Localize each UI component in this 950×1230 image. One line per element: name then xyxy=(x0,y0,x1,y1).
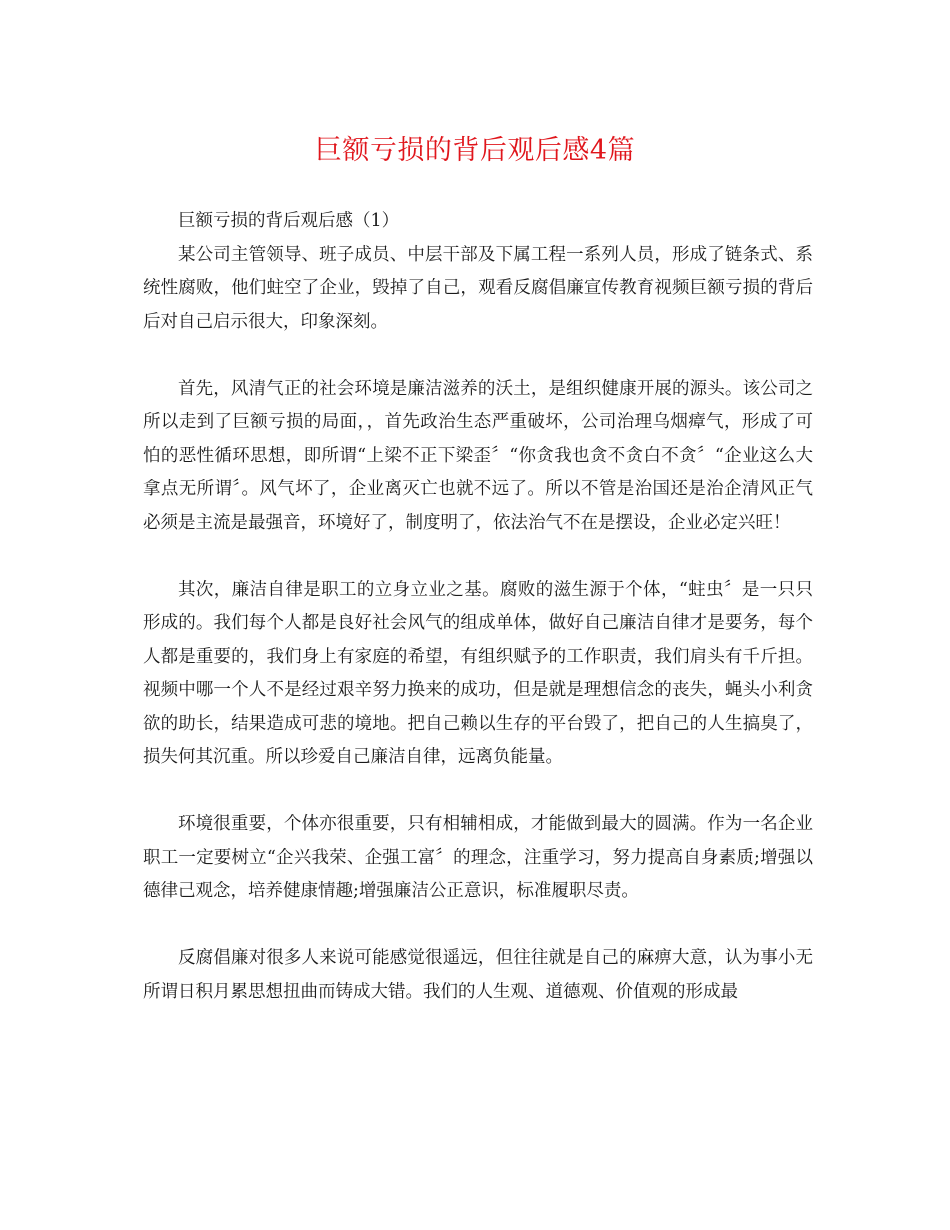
document-title: 巨额亏损的背后观后感4篇 xyxy=(314,135,636,166)
paragraph: 反腐倡廉对很多人来说可能感觉很遥远，但往往就是自己的麻痹大意，认为事小无所谓日积月累思想扭曲而铸成大错。我们的人生观、道德观、价值观的形成最 xyxy=(143,948,813,1002)
paragraph: 其次，廉洁自律是职工的立身立业之基。腐败的滋生源于个体，“蛀虫〞是一只只形成的。我们每个人都是良好社会风气的组成单体，做好自己廉洁自律才是要务，每个人都是重要的，我们身上有家庭的希望，有组织赋予的工作职责，我们肩头有千斤担。视频中哪一个人不是经过艰辛努力换来的成功，但是就是理想信念的丧失，蝇头小利贪欲的助长，结果造成可悲的境地。把自己赖以生存的平台毁了，把自己的人生搞臭了，损失何其沉重。所以珍爱自己廉洁自律，远离负能量。 xyxy=(143,579,813,767)
section-heading: 巨额亏损的背后观后感（1） xyxy=(178,211,400,231)
paragraph: 某公司主管领导、班子成员、中层干部及下属工程一系列人员，形成了链条式、系统性腐败，他们蛀空了企业，毁掉了自己，观看反腐倡廉宣传教育视频巨额亏损的背后后对自己启示很大，印象深刻。 xyxy=(143,244,813,332)
paragraph: 环境很重要，个体亦很重要，只有相辅相成，才能做到最大的圆满。作为一名企业职工一定要树立“企兴我荣、企强工富〞的理念，注重学习，努力提高自身素质;增强以德律己观念，培养健康情趣;增强廉洁公正意识，标准履职尽责。 xyxy=(143,814,813,901)
paragraph: 首先，风清气正的社会环境是廉洁滋养的沃土，是组织健康开展的源头。该公司之所以走到了巨额亏损的局面，，首先政治生态严重破坏，公司治理乌烟瘴气，形成了可怕的恶性循环思想，即所谓“上梁不正下梁歪〞“你贪我也贪不贪白不贪〞“企业这么大拿点无所谓〞。风气坏了，企业离灭亡也就不远了。所以不管是治国还是治企清风正气必须是主流是最强音，环境好了，制度明了，依法治气不在是摆设，企业必定兴旺！ xyxy=(143,378,813,533)
document-body xyxy=(143,205,813,1043)
